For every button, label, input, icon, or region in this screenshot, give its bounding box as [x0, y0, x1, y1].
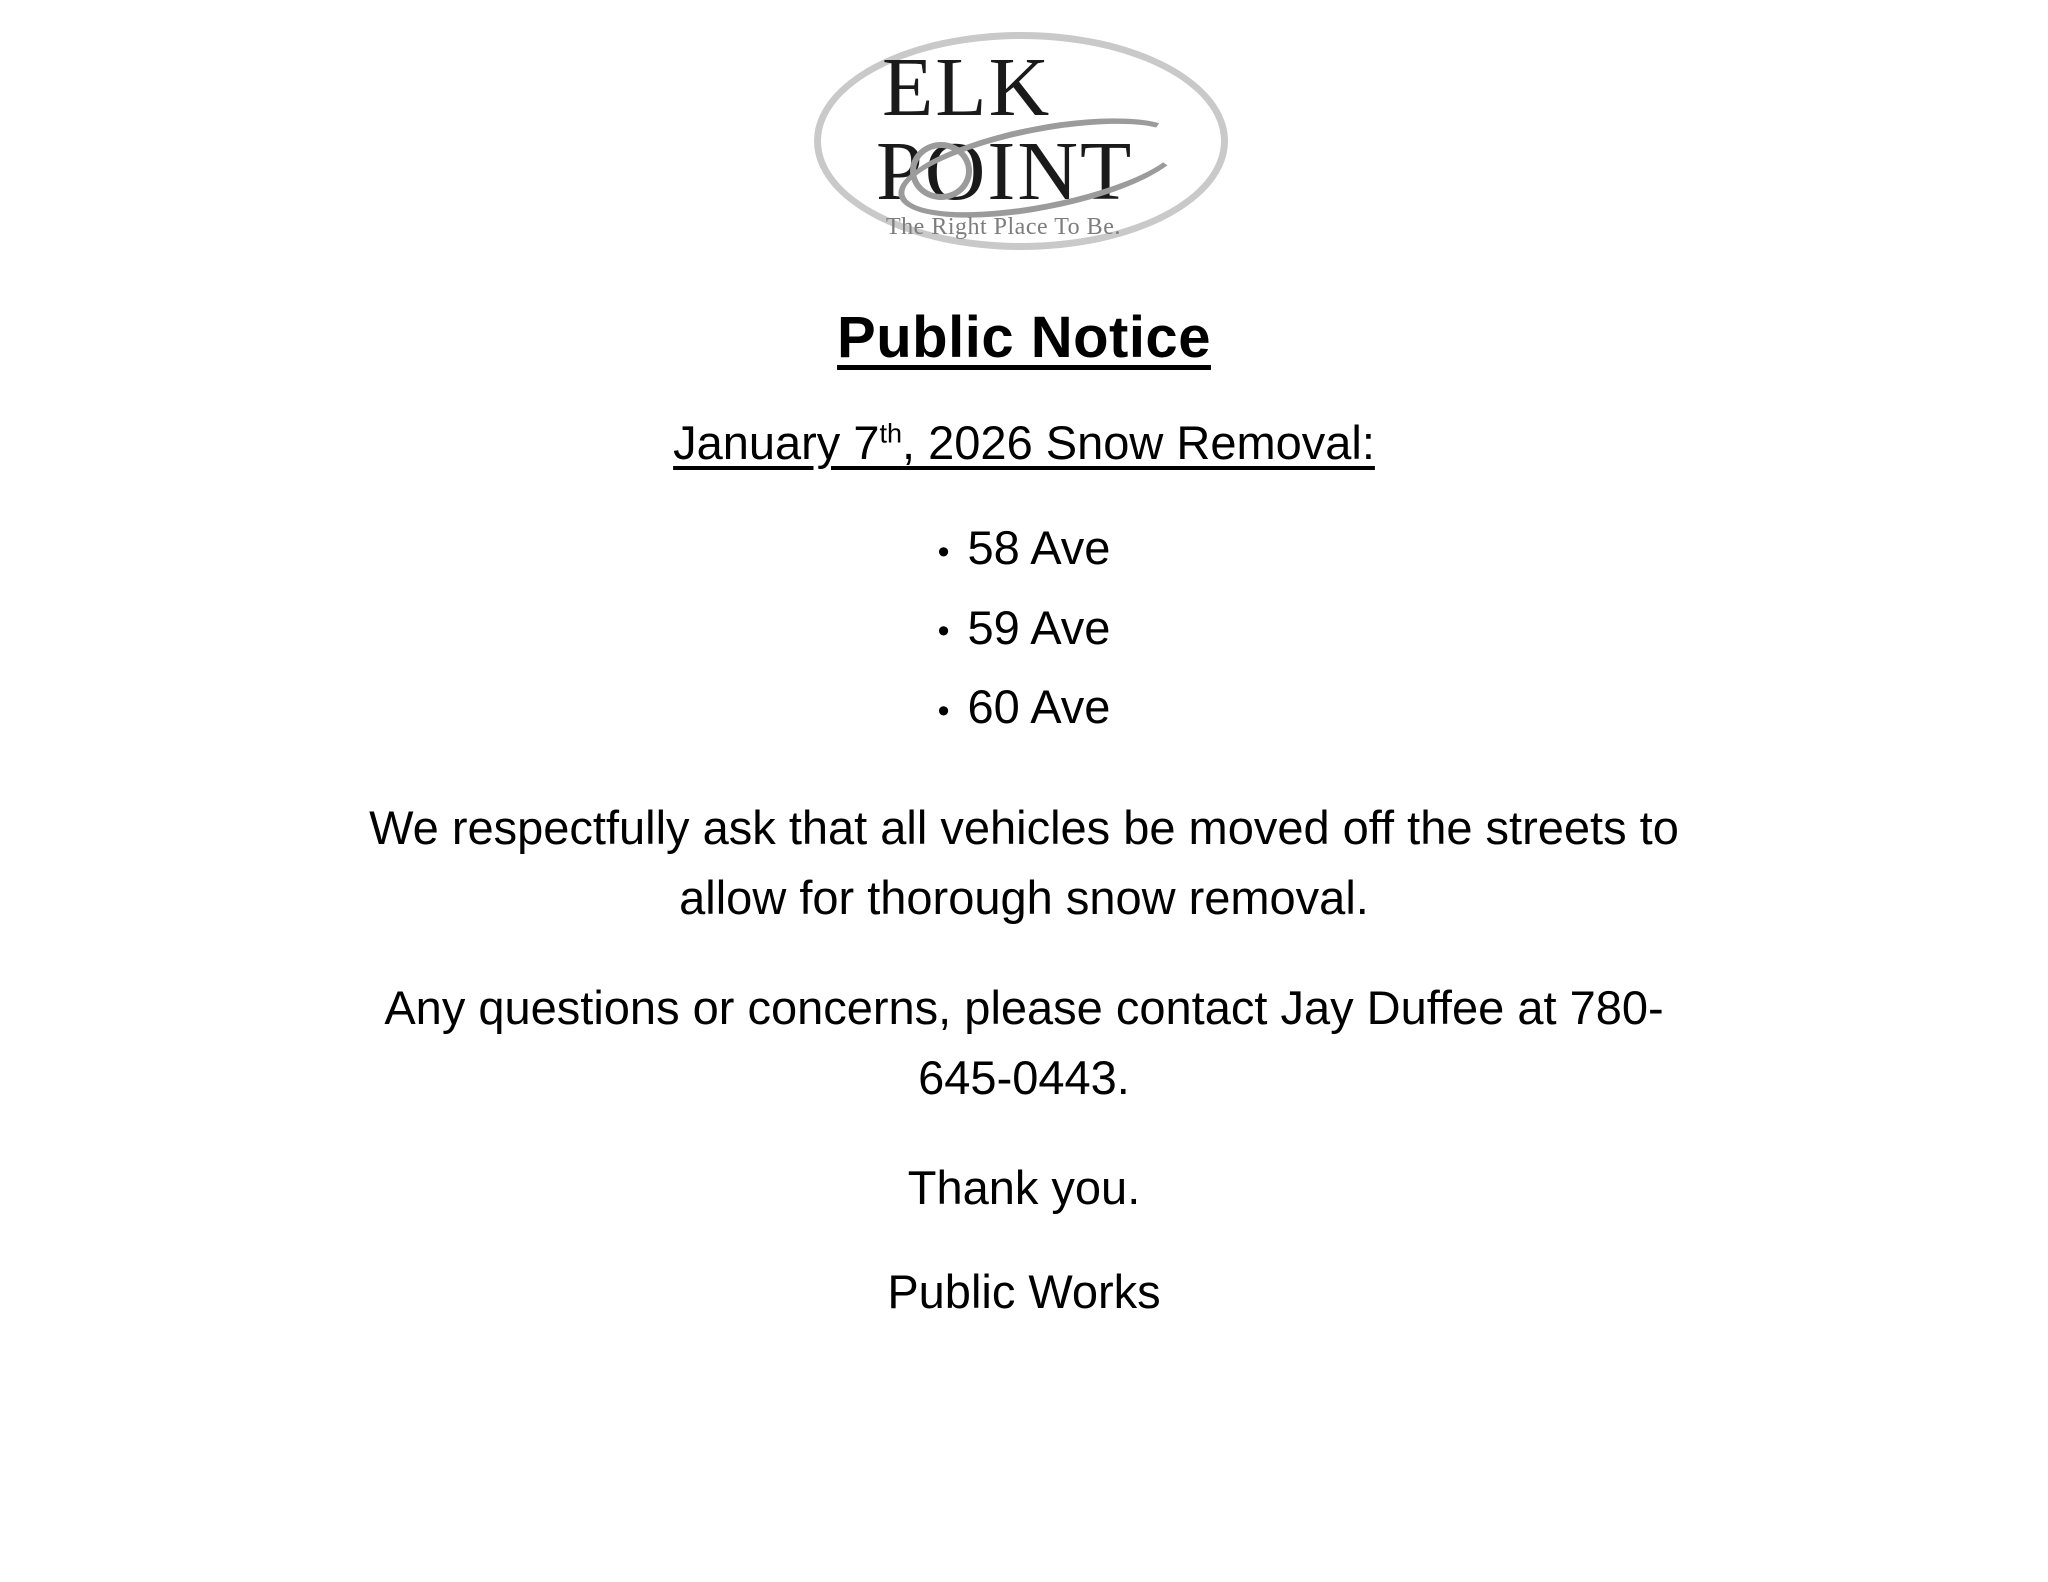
- logo-text-point: POINT: [876, 125, 1134, 218]
- paragraph-vehicles: We respectfully ask that all vehicles be moved off the streets to allow for thorough snow removal.: [369, 800, 1679, 924]
- subtitle-ordinal: th: [879, 418, 903, 449]
- subtitle-row: [354, 415, 1694, 510]
- page-title: Public Notice: [837, 305, 1211, 370]
- list-item: • 60 Ave: [354, 669, 1694, 749]
- subtitle-date: January 7: [673, 416, 880, 469]
- paragraph-contact: Any questions or concerns, please contact Jay Duffee at 780-645-0443.: [384, 980, 1664, 1104]
- logo-tagline: The Right Place To Be.: [886, 214, 1121, 240]
- elk-point-logo-icon: [814, 18, 1234, 258]
- logo-oval-o-shape: [910, 142, 972, 200]
- notice-subtitle: [673, 415, 1375, 470]
- street-list: [354, 510, 1694, 749]
- list-item: • 59 Ave: [354, 590, 1694, 670]
- logo-text-elk: ELK: [882, 41, 1052, 134]
- department-name: Public Works: [887, 1264, 1161, 1318]
- logo-container: [0, 0, 2048, 258]
- notice-content: [354, 258, 1694, 1327]
- list-item: • 58 Ave: [354, 510, 1694, 590]
- thank-you-text: Thank you.: [907, 1160, 1141, 1214]
- subtitle-rest: , 2026 Snow Removal:: [902, 416, 1375, 469]
